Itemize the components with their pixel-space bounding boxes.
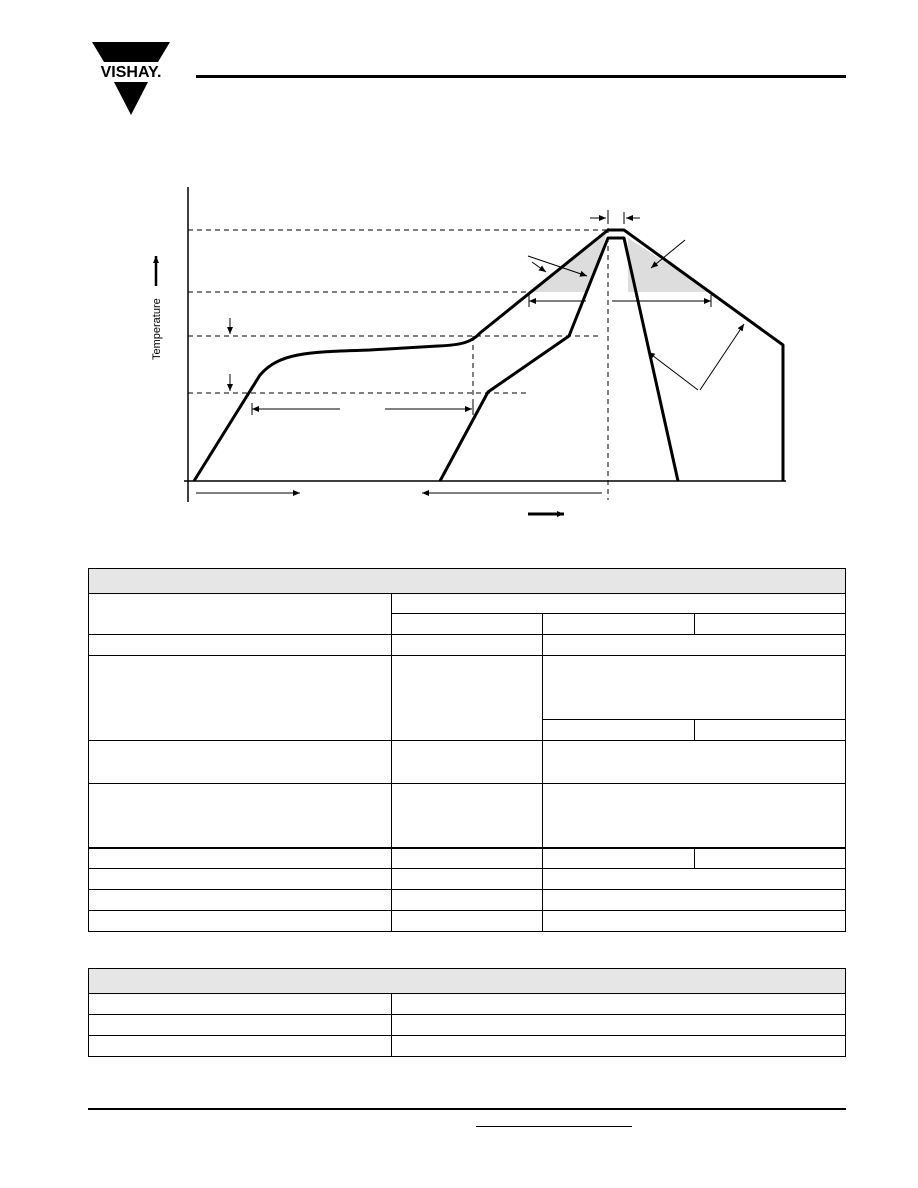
table-2-header bbox=[89, 969, 845, 994]
table-1-rule bbox=[391, 613, 845, 614]
table-1-rule bbox=[89, 783, 845, 784]
y-axis-label: Temperature bbox=[151, 298, 163, 360]
profile-curve-outer bbox=[194, 230, 783, 481]
table-1-rule bbox=[89, 655, 845, 656]
table-1-rule bbox=[694, 719, 695, 740]
table-1-header bbox=[89, 569, 845, 594]
logo-text: VISHAY. bbox=[100, 64, 162, 81]
table-2-rule bbox=[89, 1035, 845, 1036]
table-1-rule bbox=[391, 593, 392, 931]
table-2 bbox=[88, 968, 846, 1057]
table-1-rule bbox=[89, 634, 845, 635]
table-1-rule bbox=[89, 868, 845, 869]
table-1-rule bbox=[89, 889, 845, 890]
table-1-rule bbox=[89, 847, 845, 849]
table-1-rule bbox=[694, 847, 695, 868]
logo-lower-triangle bbox=[114, 82, 148, 115]
table-1-rule bbox=[542, 613, 543, 931]
logo-upper-band bbox=[92, 42, 170, 62]
table-2-rule bbox=[89, 1014, 845, 1015]
header-rule bbox=[196, 75, 846, 78]
table-2-rule bbox=[391, 993, 392, 1056]
table-1 bbox=[88, 568, 846, 932]
table-1-rule bbox=[694, 613, 695, 634]
callout-pointer-cooling-outer bbox=[700, 324, 744, 390]
table-1-rule bbox=[89, 740, 845, 741]
callout-pointer-ramp-lower bbox=[532, 262, 546, 272]
footer-link-underline[interactable] bbox=[476, 1126, 632, 1127]
vishay-logo bbox=[86, 42, 176, 116]
table-1-rule bbox=[89, 910, 845, 911]
temperature-profile-diagram bbox=[140, 180, 800, 525]
footer-rule bbox=[88, 1108, 846, 1110]
